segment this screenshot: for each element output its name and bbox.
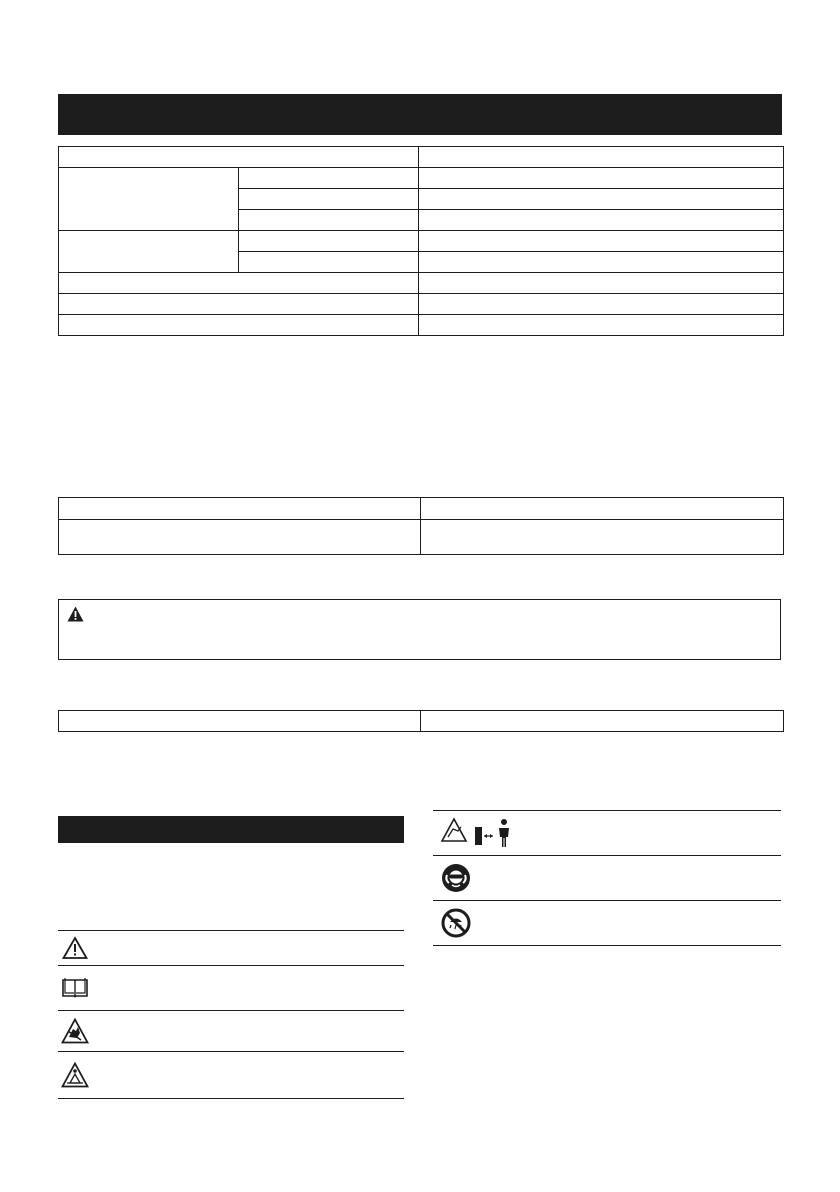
symbols-section-bar	[58, 816, 404, 843]
table-cell	[239, 231, 419, 252]
table-row	[59, 711, 784, 732]
table-cell	[59, 315, 419, 336]
table-row	[59, 498, 784, 520]
table-cell	[59, 498, 421, 520]
table-cell	[419, 273, 784, 294]
table-row	[59, 520, 784, 555]
list-item	[433, 855, 781, 900]
list-item	[433, 810, 781, 855]
table-cell	[59, 168, 239, 231]
table-cell	[421, 711, 784, 732]
table-cell	[59, 294, 419, 315]
table-cell	[421, 520, 784, 555]
table-cell	[419, 294, 784, 315]
list-item	[58, 1051, 404, 1099]
table-cell	[59, 711, 421, 732]
table-row	[59, 231, 784, 252]
table-cell	[419, 147, 784, 168]
hand-hazard-icon	[60, 1016, 90, 1046]
table-row	[59, 294, 784, 315]
list-item	[58, 965, 404, 1010]
list-item	[58, 930, 404, 965]
table-cell	[421, 498, 784, 520]
table-cell	[419, 315, 784, 336]
table-cell	[59, 231, 239, 273]
table-row	[59, 273, 784, 294]
no-rain-exposure-icon	[441, 908, 471, 938]
read-manual-book-icon	[60, 973, 90, 1003]
symbols-list-right	[433, 810, 781, 946]
table-cell	[419, 168, 784, 189]
table-cell	[239, 252, 419, 273]
table-cell	[419, 210, 784, 231]
table-cell	[239, 189, 419, 210]
warning-triangle-icon	[60, 933, 90, 963]
table-cell	[419, 252, 784, 273]
table-cell	[59, 147, 419, 168]
warning-triangle-icon	[67, 606, 84, 622]
table-cell	[59, 273, 419, 294]
section-header-bar	[58, 94, 782, 135]
table-cell	[419, 231, 784, 252]
list-item	[58, 1010, 404, 1051]
table-row	[59, 168, 784, 189]
vibration-table	[58, 710, 784, 732]
noise-vibration-table	[58, 497, 784, 555]
warning-box	[58, 599, 781, 660]
table-row	[59, 147, 784, 168]
wear-eye-ear-protection-icon	[441, 863, 471, 893]
specification-table	[58, 146, 784, 336]
falling-object-hazard-icon	[60, 1060, 90, 1090]
table-cell	[419, 189, 784, 210]
list-item	[433, 900, 781, 946]
symbols-list-left	[58, 930, 404, 1099]
table-cell	[239, 210, 419, 231]
table-row	[59, 315, 784, 336]
keep-distance-bystanders-icon	[441, 818, 521, 848]
table-cell	[59, 520, 421, 555]
table-cell	[239, 168, 419, 189]
